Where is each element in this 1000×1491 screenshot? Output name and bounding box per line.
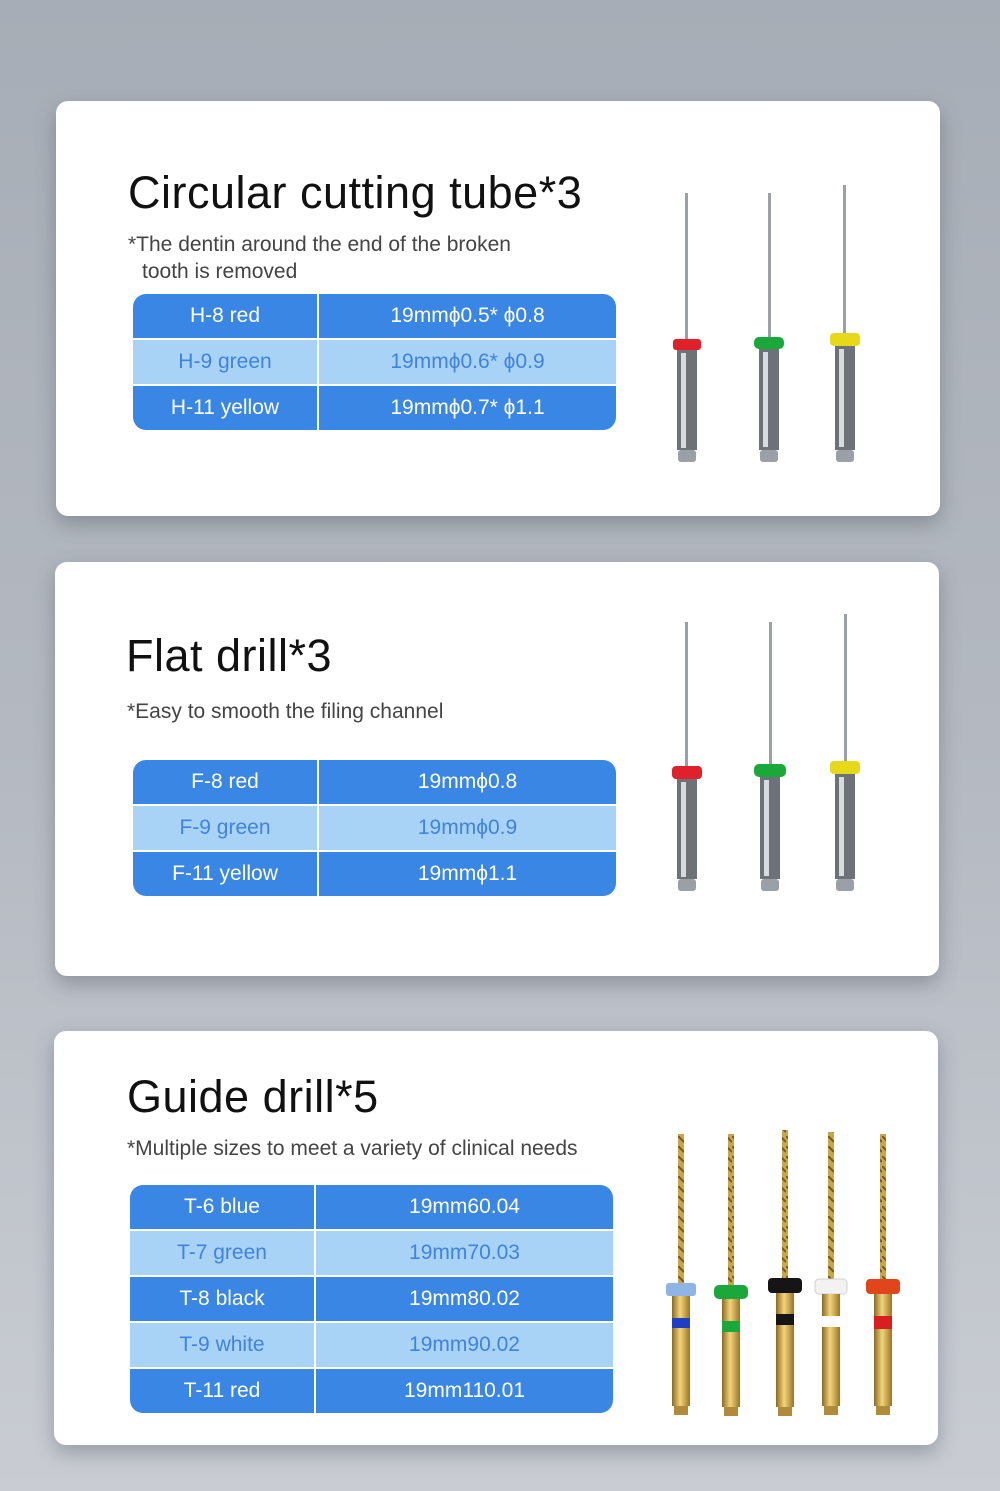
section-subtitle: *Multiple sizes to meet a variety of clinical needs bbox=[127, 1137, 578, 1160]
model-cell: T-6 blue bbox=[130, 1185, 314, 1229]
product-image-flat-drills bbox=[655, 610, 885, 900]
color-ring bbox=[830, 761, 860, 774]
section-title: Circular cutting tube*3 bbox=[128, 167, 583, 218]
subtitle-line-2: tooth is removed bbox=[142, 260, 298, 283]
model-cell: F-9 green bbox=[133, 806, 317, 850]
table-row bbox=[133, 760, 616, 804]
color-ring bbox=[673, 339, 701, 350]
color-ring bbox=[815, 1279, 847, 1294]
model-cell: F-11 yellow bbox=[133, 852, 317, 896]
size-cell: 19mmϕ0.8 bbox=[319, 760, 616, 804]
spec-table bbox=[133, 760, 616, 896]
subtitle-line-1: *The dentin around the end of the broken bbox=[128, 233, 511, 256]
product-card-guide-drill bbox=[54, 1031, 938, 1445]
product-image-tubes bbox=[656, 181, 886, 471]
table-row bbox=[133, 340, 616, 384]
flat-drill-red bbox=[672, 622, 702, 891]
color-ring bbox=[666, 1283, 696, 1296]
product-card-circular-cutting-tube bbox=[56, 101, 940, 516]
flat-drill-yellow bbox=[830, 614, 860, 891]
guide-drill-blue bbox=[666, 1134, 696, 1415]
model-cell: T-8 black bbox=[130, 1277, 314, 1321]
table-row bbox=[130, 1231, 613, 1275]
color-ring bbox=[830, 333, 860, 346]
table-row bbox=[133, 386, 616, 430]
model-cell: H-11 yellow bbox=[133, 386, 317, 430]
size-cell: 19mmϕ0.7* ϕ1.1 bbox=[319, 386, 616, 430]
color-band bbox=[722, 1321, 740, 1332]
table-row bbox=[130, 1277, 613, 1321]
model-cell: T-7 green bbox=[130, 1231, 314, 1275]
color-band bbox=[776, 1314, 794, 1325]
color-band bbox=[874, 1316, 892, 1329]
color-ring bbox=[754, 337, 784, 349]
color-band bbox=[822, 1316, 840, 1327]
model-cell: T-11 red bbox=[130, 1369, 314, 1413]
size-cell: 19mm90.02 bbox=[316, 1323, 613, 1367]
tube-tool-yellow bbox=[830, 185, 860, 462]
guide-drill-green bbox=[714, 1134, 748, 1416]
section-subtitle: *Easy to smooth the filing channel bbox=[127, 700, 444, 723]
size-cell: 19mm80.02 bbox=[316, 1277, 613, 1321]
product-card-flat-drill bbox=[55, 562, 939, 976]
size-cell: 19mmϕ1.1 bbox=[319, 852, 616, 896]
section-subtitle bbox=[128, 231, 511, 285]
model-cell: T-9 white bbox=[130, 1323, 314, 1367]
table-row bbox=[133, 852, 616, 896]
table-row bbox=[133, 806, 616, 850]
color-ring bbox=[866, 1279, 900, 1294]
color-band bbox=[672, 1318, 690, 1328]
size-cell: 19mmϕ0.9 bbox=[319, 806, 616, 850]
table-row bbox=[130, 1185, 613, 1229]
spec-table bbox=[130, 1185, 613, 1413]
size-cell: 19mm60.04 bbox=[316, 1185, 613, 1229]
color-ring bbox=[672, 766, 702, 779]
color-ring bbox=[768, 1278, 802, 1293]
color-ring bbox=[714, 1285, 748, 1299]
section-title: Flat drill*3 bbox=[126, 630, 333, 681]
guide-drill-red bbox=[866, 1134, 900, 1415]
table-row bbox=[130, 1369, 613, 1413]
model-cell: H-9 green bbox=[133, 340, 317, 384]
tube-tool-red bbox=[673, 193, 701, 462]
color-ring bbox=[754, 764, 786, 777]
table-row bbox=[130, 1323, 613, 1367]
table-row bbox=[133, 294, 616, 338]
flat-drill-green bbox=[754, 622, 786, 891]
guide-drill-black bbox=[768, 1130, 802, 1416]
size-cell: 19mmϕ0.6* ϕ0.9 bbox=[319, 340, 616, 384]
spec-table bbox=[133, 294, 616, 430]
tube-tool-green bbox=[754, 193, 784, 462]
model-cell: H-8 red bbox=[133, 294, 317, 338]
size-cell: 19mm110.01 bbox=[316, 1369, 613, 1413]
size-cell: 19mm70.03 bbox=[316, 1231, 613, 1275]
model-cell: F-8 red bbox=[133, 760, 317, 804]
section-title: Guide drill*5 bbox=[127, 1071, 379, 1122]
size-cell: 19mmϕ0.5* ϕ0.8 bbox=[319, 294, 616, 338]
product-image-guide-drills bbox=[654, 1126, 914, 1421]
guide-drill-white bbox=[815, 1132, 847, 1415]
